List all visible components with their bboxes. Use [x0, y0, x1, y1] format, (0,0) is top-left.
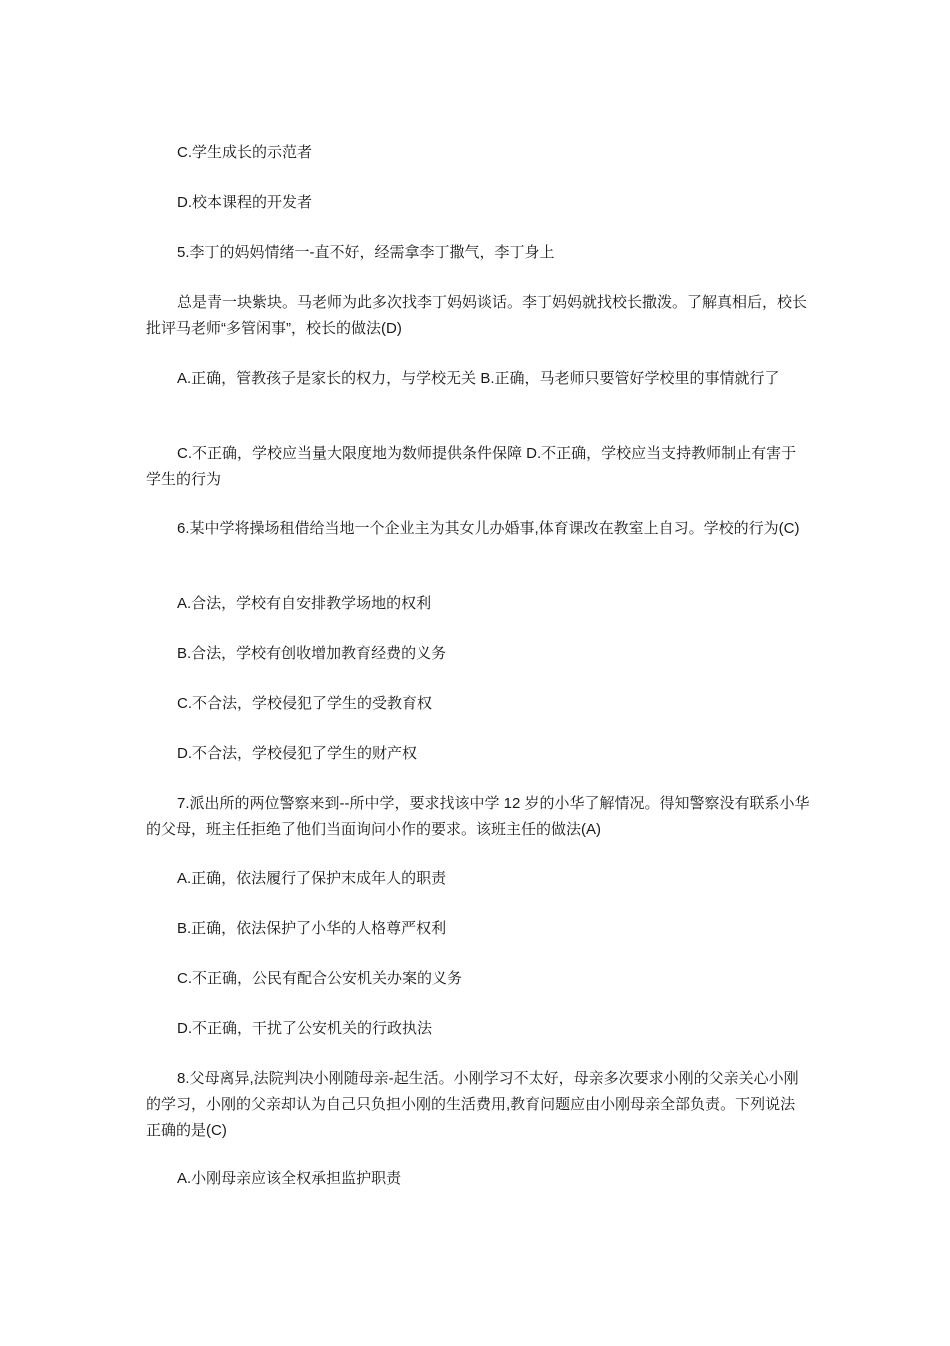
question-5-stem: 5.李丁的妈妈情绪一-直不好，经需拿李丁撒气，李丁身上: [177, 244, 555, 261]
option-6c: C.不合法，学校侵犯了学生的受教育权: [177, 695, 433, 712]
option-7d: D.不正确，干扰了公安机关的行政执法: [177, 1020, 433, 1037]
option-6b: B.合法，学校有创收增加教育经费的义务: [177, 645, 447, 662]
option-4d: D.校本课程的开发者: [177, 194, 313, 211]
option-7b: B.正确，依法保护了小华的人格尊严权利: [177, 920, 447, 937]
option-7a: A.正确，依法履行了保护末成年人的职责: [177, 870, 447, 887]
question-8: 8.父母离异,法院判决小刚随母亲-起生活。小刚学习不太好，母亲多次要求小刚的父亲关心小刚的学习，小刚的父亲却认为自己只负担小刚的生活费用,教育问题应由小刚母亲全部负责。下列说法正确的是(C): [146, 1070, 799, 1139]
option-8a: A.小刚母亲应该全权承担监护职责: [177, 1170, 402, 1187]
option-5ab: A.正确，管教孩子是家长的权力，与学校无关 B.正确，马老师只要管好学校里的事情就行了: [177, 370, 780, 387]
option-5cd: C.不正确，学校应当量大限度地为数师提供条件保障 D.不正确，学校应当支持教师制止有害于学生的行为: [146, 445, 797, 488]
question-5-continued: 总是青一块紫块。马老师为此多次找李丁妈妈谈话。李丁妈妈就找校长撒泼。了解真相后，校长批评马老师“多管闲事”，校长的做法(D): [146, 294, 808, 337]
option-7c: C.不正确，公民有配合公安机关办案的义务: [177, 970, 463, 987]
question-7: 7.派出所的两位警察来到--所中学，要求找该中学 12 岁的小华了解情况。得知警察没有联系小华的父母，班主任拒绝了他们当面询问小作的要求。该班主任的做法(A): [146, 795, 810, 838]
option-6d: D.不合法，学校侵犯了学生的财产权: [177, 745, 418, 762]
question-6: 6.某中学将操场租借给当地一个企业主为其女儿办婚事,体育课改在教室上自习。学校的行为(C): [177, 520, 800, 537]
option-4c: C.学生成长的示范者: [177, 144, 313, 161]
option-6a: A.合法，学校有自安排教学场地的权利: [177, 595, 432, 612]
